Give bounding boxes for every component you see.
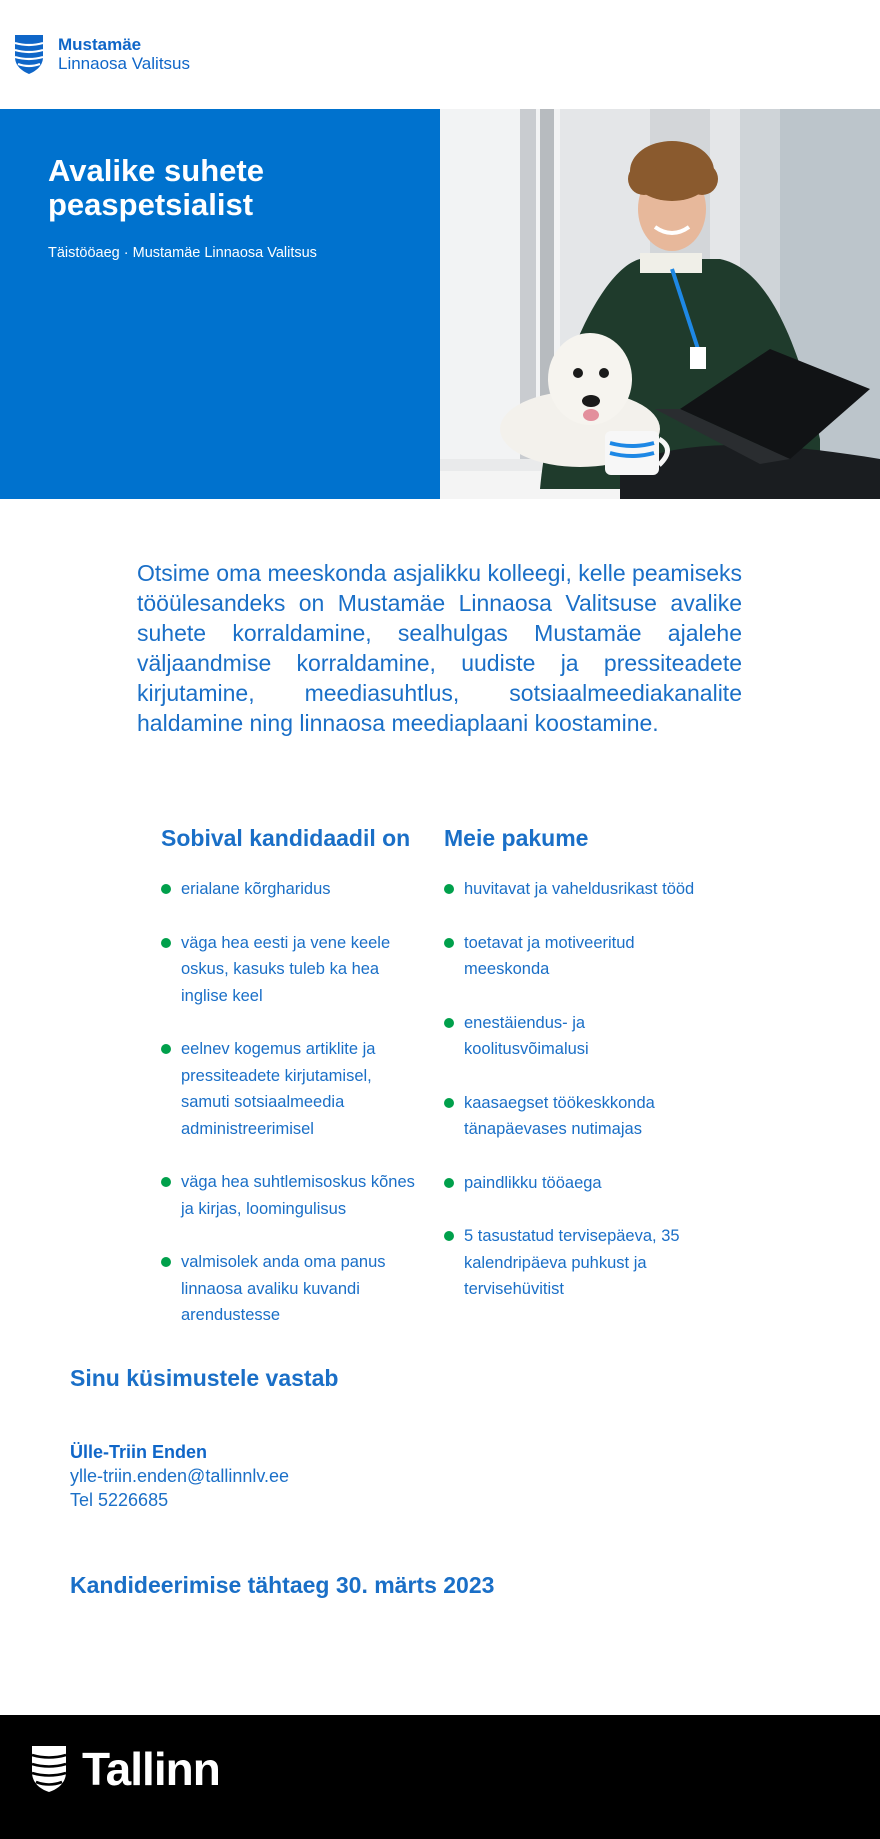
job-title: Avalike suhete peaspetsialist [48,153,264,222]
list-item-text: väga hea eesti ja vene keele oskus, kasuks tuleb ka hea inglise keel [181,933,391,1005]
site-logo[interactable] [13,33,190,75]
logo-subtitle: Linnaosa Valitsus [58,54,190,73]
list-item-text: 5 tasustatud tervisepäeva, 35 kalendripäeva puhkust ja tervisehüvitist [464,1227,680,1298]
hero-banner [0,109,880,499]
requirements-section [161,825,421,1356]
intro-paragraph: Otsime oma meeskonda asjalikku kolleegi, kelle peamiseks tööülesandeks on Mustamäe Linnaosa Valitsuse avalike suhete korraldamine, sealhulgas Mustamäe ajalehe väljaandmise korraldamine, uudiste ja pressiteadete kirjutamine, meediasuhtlus, sotsiaalmeediakanalite haldamine ning linnaosa meediaplaani koostamine. [137,560,742,736]
offer-section [444,825,714,1330]
list-item [161,930,421,1010]
list-item-text: huvitavat ja vaheldusrikast tööd [464,880,695,898]
footer [0,1715,880,1839]
list-item [161,1169,421,1222]
bullet-icon [444,938,454,948]
bullet-icon [161,1044,171,1054]
bullet-icon [161,1257,171,1267]
footer-logo-name: Tallinn [82,1743,220,1795]
job-subtitle: Täistööaeg · Mustamäe Linnaosa Valitsus [48,245,317,261]
footer-logo[interactable] [30,1742,220,1796]
list-item [444,1170,714,1197]
hero-text-panel [0,109,440,499]
bullet-icon [444,1231,454,1241]
bullet-icon [444,1098,454,1108]
list-item-text: erialane kõrgharidus [181,880,331,898]
hero-photo [440,109,880,499]
contact-title: Sinu küsimustele vastab [70,1365,339,1391]
offer-list [444,876,714,1303]
list-item-text: eelnev kogemus artiklite ja pressiteadete kirjutamisel, samuti sotsiaalmeedia administreerimisel [181,1040,376,1138]
list-item [444,876,714,903]
contact-email-link[interactable]: ylle-triin.enden@tallinnlv.ee [70,1466,290,1486]
bullet-icon [161,884,171,894]
list-item-text: paindlikku tööaega [464,1173,602,1192]
list-item [161,876,421,903]
list-item-text: kaasaegset töökeskkonda tänapäevases nutimajas [464,1093,655,1138]
logo-name: Mustamäe [58,35,142,54]
list-item [161,1036,421,1142]
list-item [444,1090,714,1143]
bullet-icon [444,1178,454,1188]
person-with-dog-and-laptop-photo [440,109,880,499]
city-shield-icon [13,33,45,75]
application-deadline: Kandideerimise tähtaeg 30. märts 2023 [70,1572,495,1598]
city-shield-icon [30,1744,68,1794]
bullet-icon [444,1018,454,1028]
list-item-text: enestäiendus- ja koolitusvõimalusi [464,1013,589,1058]
requirements-list [161,876,421,1329]
contact-name: Ülle-Triin Enden [70,1442,208,1462]
list-item-text: väga hea suhtlemisoskus kõnes ja kirjas, loomingulisus [181,1173,415,1218]
header [0,0,880,109]
list-item-text: toetavat ja motiveeritud meeskonda [464,933,635,978]
list-item-text: valmisolek anda oma panus linnaosa avaliku kuvandi arendustesse [181,1253,386,1324]
requirements-title: Sobival kandidaadil on [161,825,411,851]
offer-title: Meie pakume [444,825,589,851]
list-item [444,1223,714,1303]
bullet-icon [444,884,454,894]
list-item [444,930,714,983]
bullet-icon [161,1177,171,1187]
list-item [444,1010,714,1063]
contact-phone: Tel 5226685 [70,1490,169,1510]
bullet-icon [161,938,171,948]
list-item [161,1249,421,1329]
